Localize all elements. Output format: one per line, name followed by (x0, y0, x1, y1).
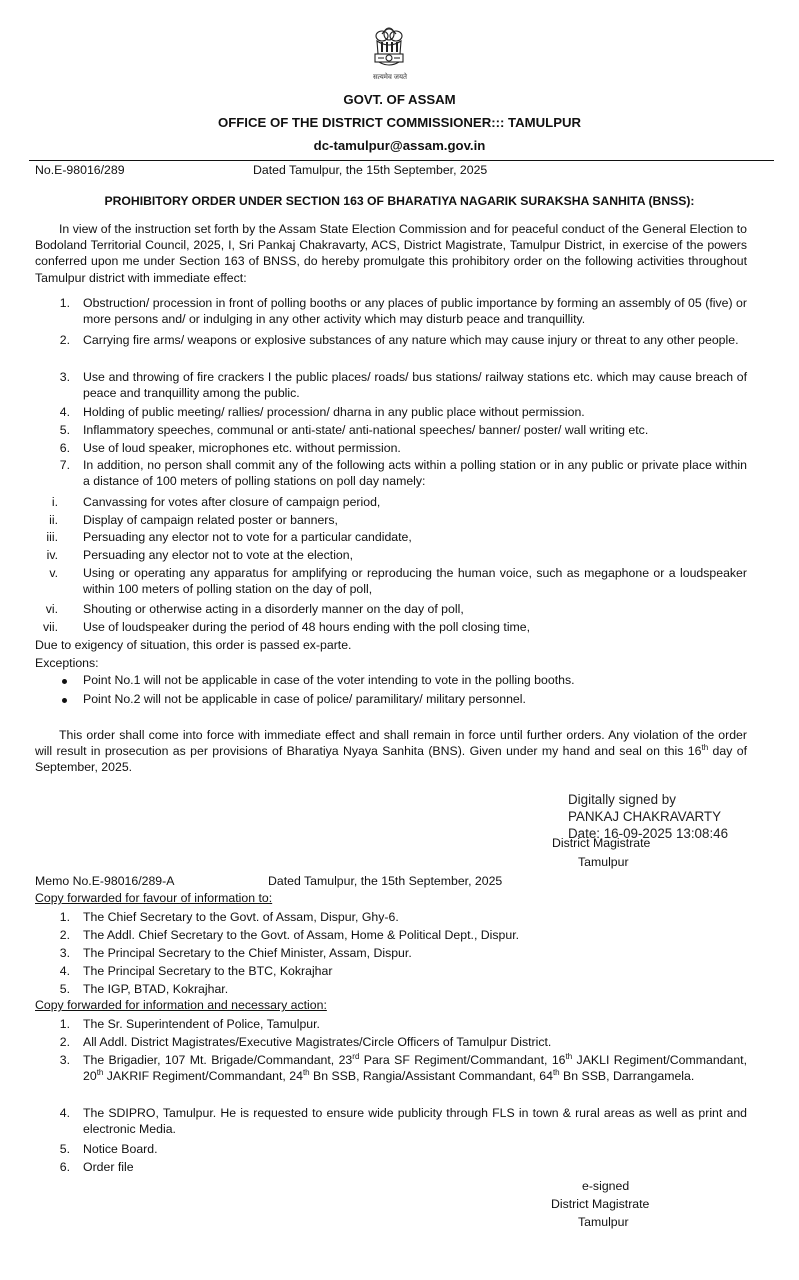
text-segment: Para SF Regiment/Commandant, 16 (359, 1053, 566, 1067)
text-segment: Bn SSB, Darrangamela. (559, 1069, 695, 1084)
exceptions-label: Exceptions: (35, 656, 99, 670)
prohibition-item-number: 4. (59, 405, 70, 419)
copy-action-item-text: Notice Board. (83, 1142, 158, 1156)
act-item-text: Persuading any elector not to vote for a particular candidate, (83, 530, 412, 544)
copy-action-item-number: 1. (59, 1017, 70, 1031)
digital-signature-date: Date: 16-09-2025 13:08:46 (568, 826, 729, 841)
text-segment: Bn SSB, Rangia/Assistant Commandant, 64 (309, 1069, 553, 1084)
act-item-text: Shouting or otherwise acting in a disorderly manner on the day of poll, (83, 602, 464, 616)
copy-info-item-number: 4. (59, 964, 70, 978)
prohibition-item-number: 7. (59, 458, 70, 472)
copy-info-item-number: 1. (59, 910, 70, 924)
office-title: OFFICE OF THE DISTRICT COMMISSIONER::: TAMULPUR (217, 115, 582, 130)
text-segment: The Brigadier, 107 Mt. Brigade/Commandant, 23 (83, 1053, 353, 1067)
copy-action-item-number: 5. (59, 1142, 70, 1156)
intro-paragraph: In view of the instruction set forth by the Assam State Election Commission and for peaceful conduct of the General Election to Bodoland Territorial Council, 2025, I, Sri Pankaj Chakravarty, ACS, District Magistrate, Tamulpur District, in exercise of the powers conferred upon me under Section 163 of BNSS, do hereby promulgate this prohibitory order on the following activities throughout Tamulpur district with immediate effect: (35, 222, 747, 285)
act-item-number: ii. (49, 513, 58, 527)
closing-text: This order shall come into force with immediate effect and shall remain in force until further orders. Any violation of the order will result in prosecution as per provisions of Bharatiya Nyaya Sanhita (BNS). Given under my hand and seal on this 16 (35, 728, 747, 759)
copy-info-item-text: The IGP, BTAD, Kokrajhar. (83, 982, 229, 996)
text-segment: JAKRIF Regiment/Commandant, 24 (103, 1069, 303, 1084)
copy-action-item-text (83, 1052, 747, 1084)
copy-info-item-text: The Chief Secretary to the Govt. of Assam, Dispur, Ghy-6. (83, 910, 399, 924)
exception-item: Point No.2 will not be applicable in case of police/ paramilitary/ military personnel. (83, 692, 526, 706)
act-item-number: v. (49, 566, 58, 580)
esign-title: District Magistrate (551, 1197, 650, 1211)
copy-action-item-text: The Sr. Superintendent of Police, Tamulpur. (83, 1017, 320, 1031)
prohibition-item-number: 1. (59, 296, 70, 310)
act-item-number: vii. (42, 620, 58, 634)
memo-date: Dated Tamulpur, the 15th September, 2025 (268, 874, 503, 888)
prohibition-item-number: 6. (59, 441, 70, 455)
closing-text-end: day of September, 2025. (35, 744, 747, 775)
copy-action-item-number: 3. (59, 1053, 70, 1067)
reference-number: No.E-98016/289 (35, 163, 125, 177)
ordinal-suffix: th (302, 1068, 310, 1078)
exception-item: Point No.1 will not be applicable in case of the voter intending to vote in the polling booths. (83, 673, 575, 687)
digital-signature-line: Digitally signed by (568, 792, 676, 807)
act-item-text: Using or operating any apparatus for amplifying or reproducing the human voice, such as megaphone or a loudspeaker within 100 meters of polling station on the day of poll, (83, 566, 747, 597)
ordinal-suffix: rd (352, 1051, 360, 1061)
copy-action-item-text: Order file (83, 1160, 134, 1174)
office-email[interactable]: dc-tamulpur@assam.gov.in (313, 138, 486, 153)
reference-date: Dated Tamulpur, the 15th September, 2025 (253, 163, 488, 177)
prohibition-item-text: Obstruction/ procession in front of polling booths or any places of public importance by forming an assembly of 05 (five) or more persons and/ or indulging in any other activity which may disturb peace and tranquillity. (83, 296, 747, 327)
order-title: PROHIBITORY ORDER UNDER SECTION 163 OF BHARATIYA NAGARIK SURAKSHA SANHITA (BNSS): (104, 194, 695, 208)
text-segment: JAKLI Regiment/Commandant, 20 (83, 1053, 748, 1084)
copy-info-item-number: 2. (59, 928, 70, 942)
ordinal-suffix: th (565, 1051, 573, 1061)
copy-action-item-number: 6. (59, 1160, 70, 1174)
copy-action-item-number: 4. (59, 1106, 70, 1120)
esign-label: e-signed (582, 1179, 630, 1193)
copy-info-item-text: The Addl. Chief Secretary to the Govt. of Assam, Home & Political Dept., Dispur. (83, 928, 520, 942)
copy-action-item-text: All Addl. District Magistrates/Executive Magistrates/Circle Officers of Tamulpur District. (83, 1035, 552, 1049)
act-item-number: i. (51, 495, 58, 509)
act-item-text: Canvassing for votes after closure of campaign period, (83, 495, 381, 509)
emblem-motto: सत्यमेव जयते (372, 74, 408, 81)
act-item-number: iv. (46, 548, 58, 562)
ordinal-suffix: th (96, 1068, 104, 1078)
esign-place: Tamulpur (578, 1215, 629, 1229)
govt-title: GOVT. OF ASSAM (343, 92, 456, 107)
signatory-title: District Magistrate (552, 836, 651, 850)
copy-info-item-text: The Principal Secretary to the BTC, Kokrajhar (83, 964, 333, 978)
memo-number: Memo No.E-98016/289-A (35, 874, 175, 888)
copy-info-item-number: 5. (59, 982, 70, 996)
prohibition-item-number: 2. (59, 333, 70, 347)
ordinal-suffix: th (552, 1068, 560, 1078)
prohibition-item-text: Inflammatory speeches, communal or anti-state/ anti-national speeches/ banner/ poster/ wall writing etc. (83, 423, 649, 437)
prohibition-item-text: Use and throwing of fire crackers I the public places/ roads/ bus stations/ railway stations etc. which may cause breach of peace and tranquillity among the public. (83, 370, 747, 401)
prohibition-item-text: Holding of public meeting/ rallies/ procession/ dharna in any public place without permission. (83, 405, 585, 419)
act-item-text: Use of loudspeaker during the period of 48 hours ending with the poll closing time, (83, 620, 531, 634)
prohibition-item-number: 5. (59, 423, 70, 437)
exigency-note: Due to exigency of situation, this order is passed ex-parte. (35, 638, 352, 652)
signatory-place: Tamulpur (578, 855, 629, 869)
act-item-number: iii. (46, 530, 58, 544)
prohibition-item-text: In addition, no person shall commit any of the following acts within a polling station or in any public or private place within a distance of 100 meters of polling stations on poll day namely: (83, 458, 747, 489)
copy-action-heading: Copy forwarded for information and necessary action: (35, 998, 327, 1012)
prohibition-item-number: 3. (59, 370, 70, 384)
act-item-text: Display of campaign related poster or banners, (83, 513, 338, 527)
prohibition-item-text: Carrying fire arms/ weapons or explosive substances of any nature which may cause injury or threat to any other people. (83, 333, 739, 347)
copy-action-item-text: The SDIPRO, Tamulpur. He is requested to ensure wide publicity through FLS in town & rural areas as well as print and electronic Media. (83, 1106, 747, 1137)
copy-info-heading: Copy forwarded for favour of information to: (35, 891, 273, 905)
copy-action-item-number: 2. (59, 1035, 70, 1049)
digital-signature-name: PANKAJ CHAKRAVARTY (568, 809, 722, 824)
copy-info-item-text: The Principal Secretary to the Chief Minister, Assam, Dispur. (83, 946, 412, 960)
closing-sup: th (701, 743, 709, 753)
copy-info-item-number: 3. (59, 946, 70, 960)
act-item-number: vi. (45, 602, 58, 616)
prohibition-item-text: Use of loud speaker, microphones etc. without permission. (83, 441, 401, 455)
act-item-text: Persuading any elector not to vote at the election, (83, 548, 354, 562)
